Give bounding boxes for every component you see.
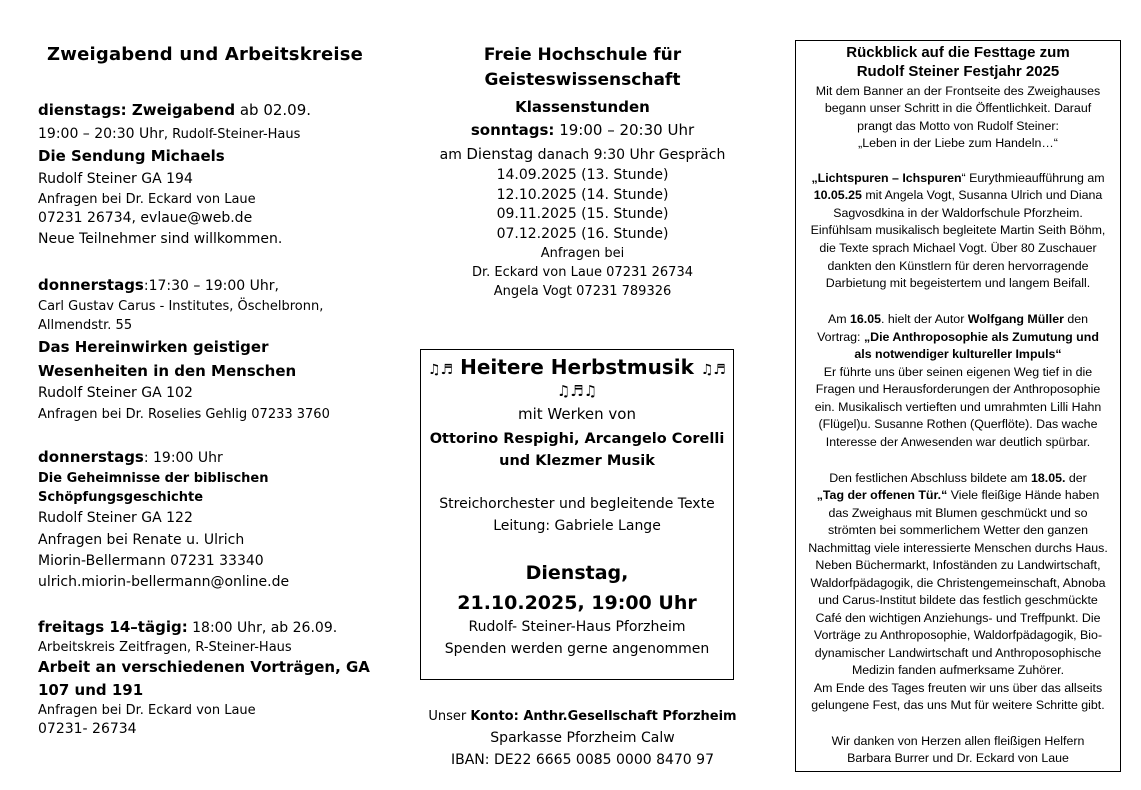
review-head1: Rückblick auf die Festtage zum (846, 44, 1070, 61)
review-line: die Texte sprach Michael Vogt. Über 80 Zuschauer (819, 241, 1097, 255)
review-line: (Flügel)u. Susanne Rothen (Querflöte). Das wache (818, 417, 1098, 431)
review-line: Café den wichtigen Anziehungs- und Treffpunkt. Die (815, 611, 1101, 625)
s3-email: ulrich.miorin-bellermann@online.de (38, 574, 290, 590)
review-line: Interesse der Anwesenden war deutlich spürbar. (825, 435, 1091, 449)
s2-place2: Allmendstr. 55 (38, 318, 133, 333)
review-line: Nachmittag viele interessierte Menschen durchs Haus. (808, 541, 1108, 555)
music-notes-icon: ♫♬♫ (556, 382, 598, 400)
hochschule-title1: Freie Hochschule für (483, 45, 682, 65)
review-line: Wir danken von Herzen allen fleißigen Helfern (831, 734, 1085, 748)
hochschule-title3: Klassenstunden (515, 98, 650, 116)
review-line: und Carus-Institut bildete das festlich geschmückte (818, 593, 1098, 607)
s3-ga: Rudolf Steiner GA 122 (38, 510, 193, 526)
review-line: Barbara Burrer und Dr. Eckard von Laue (847, 751, 1069, 765)
review-line: „Leben in der Liebe zum Handeln…“ (858, 136, 1058, 150)
review-box (795, 40, 1121, 772)
s1-phone: 07231 26734, evlaue@web.de (38, 210, 253, 226)
review-line: prangt das Motto von Rudolf Steiner: (857, 119, 1059, 133)
review-line: „Lichtspuren – Ichspuren“ Eurythmieaufführung am (811, 171, 1105, 185)
review-line: Waldorfpädagogik, die Christengemeinschaft, Abnoba (810, 576, 1106, 590)
s1-ga: Rudolf Steiner GA 194 (38, 171, 193, 187)
bank-line: Sparkasse Pforzheim Calw (490, 730, 675, 746)
review-line: Den festlichen Abschluss bildete am 18.05. der (829, 471, 1087, 485)
concert-ensemble: Streichorchester und begleitende Texte (439, 496, 715, 512)
s3-topic1: Die Geheimnisse der biblischen (38, 471, 269, 486)
review-line: gelungene Fest, das uns Mut für weitere Schritte gibt. (811, 698, 1105, 712)
music-notes-icon: ♫♬ (428, 362, 454, 378)
concert-date: 21.10.2025, 19:00 Uhr (457, 592, 697, 614)
s4-phone: 07231- 26734 (38, 721, 137, 737)
class-date: 09.11.2025 (15. Stunde) (496, 206, 669, 222)
sunday-line: sonntags: 19:00 – 20:30 Uhr (470, 121, 695, 139)
class-date: 12.10.2025 (14. Stunde) (496, 187, 669, 203)
music-notes-icon: ♫♬ (700, 362, 726, 378)
s4-topic2: 107 und 191 (38, 681, 144, 699)
section-title: Zweigabend und Arbeitskreise (47, 44, 364, 65)
s4-contact: Anfragen bei Dr. Eckard von Laue (38, 703, 256, 718)
s3-day-line: donnerstags: 19:00 Uhr (38, 448, 223, 466)
s3-contact2: Miorin-Bellermann 07231 33340 (38, 553, 264, 569)
s1-note: Neue Teilnehmer sind willkommen. (38, 231, 283, 247)
review-line: Vorträge zu Anthroposophie, Waldorfpädagogik, Bio- (813, 628, 1103, 642)
review-line: Mit dem Banner an der Frontseite des Zweighauses (815, 84, 1101, 98)
review-line: dankten den Künstlern für deren hervorragende (827, 259, 1089, 273)
concert-composers2: und Klezmer Musik (499, 453, 655, 469)
iban-line: IBAN: DE22 6665 0085 0000 8470 97 (451, 752, 714, 768)
review-line: begann unser Schritt in die Öffentlichkeit. Darauf (824, 101, 1092, 115)
review-line: Neben Büchermarkt, Infoständen zu Landwirtschaft, (815, 558, 1101, 572)
concert-donation: Spenden werden gerne angenommen (444, 641, 710, 657)
concert-title: ♫♬ Heitere Herbstmusik ♫♬ (428, 355, 726, 379)
s1-day-line: dienstags: Zweigabend ab 02.09. (38, 101, 312, 119)
concert-leader: Leitung: Gabriele Lange (493, 518, 661, 534)
account-line: Unser Konto: Anthr.Gesellschaft Pforzheim (428, 709, 737, 724)
s1-contact: Anfragen bei Dr. Eckard von Laue (38, 192, 256, 207)
review-line: „Tag der offenen Tür.“ Viele fleißige Hände haben (816, 488, 1100, 502)
review-line: als notwendiger kultureller Impuls“ (854, 347, 1062, 361)
review-line: Vortrag: „Die Anthroposophie als Zumutung und (817, 330, 1099, 344)
review-line: Einfühlsam musikalisch begleitete Martin Seith Böhm, (810, 223, 1106, 237)
tuesday-line: am Dienstag danach 9:30 Uhr Gespräch (439, 145, 726, 163)
review-line: Er führte uns über seinen eigenen Weg tief in die (823, 365, 1093, 379)
class-ask: Anfragen bei (540, 246, 625, 261)
s3-contact1: Anfragen bei Renate u. Ulrich (38, 532, 245, 548)
s2-place1: Carl Gustav Carus - Institutes, Öschelbronn, (38, 299, 324, 314)
s2-topic2: Wesenheiten in den Menschen (38, 362, 297, 380)
review-line: Am Ende des Tages freuten wir uns über das allseits (813, 681, 1103, 695)
concert-box (420, 349, 734, 680)
review-line: Medizin fanden aufmerksame Zuhörer. (851, 663, 1065, 677)
s3-topic2: Schöpfungsgeschichte (38, 490, 204, 505)
s4-day-line: freitags 14–tägig: 18:00 Uhr, ab 26.09. (38, 618, 338, 636)
hochschule-title2: Geisteswissenschaft (484, 70, 681, 90)
review-line: 10.05.25 mit Angela Vogt, Susanna Ulrich und Diana (813, 188, 1103, 202)
concert-day: Dienstag, (525, 562, 629, 584)
review-line: das Zweighaus mit Blumen geschmückt und so (828, 506, 1088, 520)
review-line: dynamischer Landwirtschaft und Anthroposophische (814, 646, 1102, 660)
s4-topic1: Arbeit an verschiedenen Vorträgen, GA (38, 658, 370, 676)
s2-contact: Anfragen bei Dr. Roselies Gehlig 07233 3760 (38, 407, 330, 422)
s4-group: Arbeitskreis Zeitfragen, R-Steiner-Haus (38, 640, 292, 655)
review-line: Am 16.05. hielt der Autor Wolfgang Müller den (827, 312, 1089, 326)
review-head2: Rudolf Steiner Festjahr 2025 (856, 63, 1060, 80)
class-date: 14.09.2025 (13. Stunde) (496, 167, 669, 183)
concert-composers1: Ottorino Respighi, Arcangelo Corelli (429, 431, 725, 447)
class-contact1: Dr. Eckard von Laue 07231 26734 (472, 265, 693, 280)
s1-topic: Die Sendung Michaels (38, 147, 225, 165)
review-line: Fragen und Herausforderungen der Anthroposophie (815, 382, 1101, 396)
concert-place: Rudolf- Steiner-Haus Pforzheim (468, 619, 686, 635)
class-contact2: Angela Vogt 07231 789326 (493, 284, 672, 299)
class-date: 07.12.2025 (16. Stunde) (496, 226, 669, 242)
review-line: Sagvosdkina in der Waldorfschule Pforzheim. (833, 206, 1083, 220)
concert-with: mit Werken von (518, 405, 636, 423)
review-line: strömten bei sommerlichem Wetter den ganzen (827, 523, 1089, 537)
s2-topic1: Das Hereinwirken geistiger (38, 338, 269, 356)
s2-ga: Rudolf Steiner GA 102 (38, 385, 193, 401)
s1-time-line: 19:00 – 20:30 Uhr, Rudolf-Steiner-Haus (38, 126, 301, 142)
review-line: ein. Musikalisch vertieften und umrahmten Lilli Hahn (814, 400, 1102, 414)
review-line: Darbietung mit begeistertem und langem Beifall. (825, 276, 1091, 290)
s2-day-line: donnerstags:17:30 – 19:00 Uhr, (38, 276, 279, 294)
